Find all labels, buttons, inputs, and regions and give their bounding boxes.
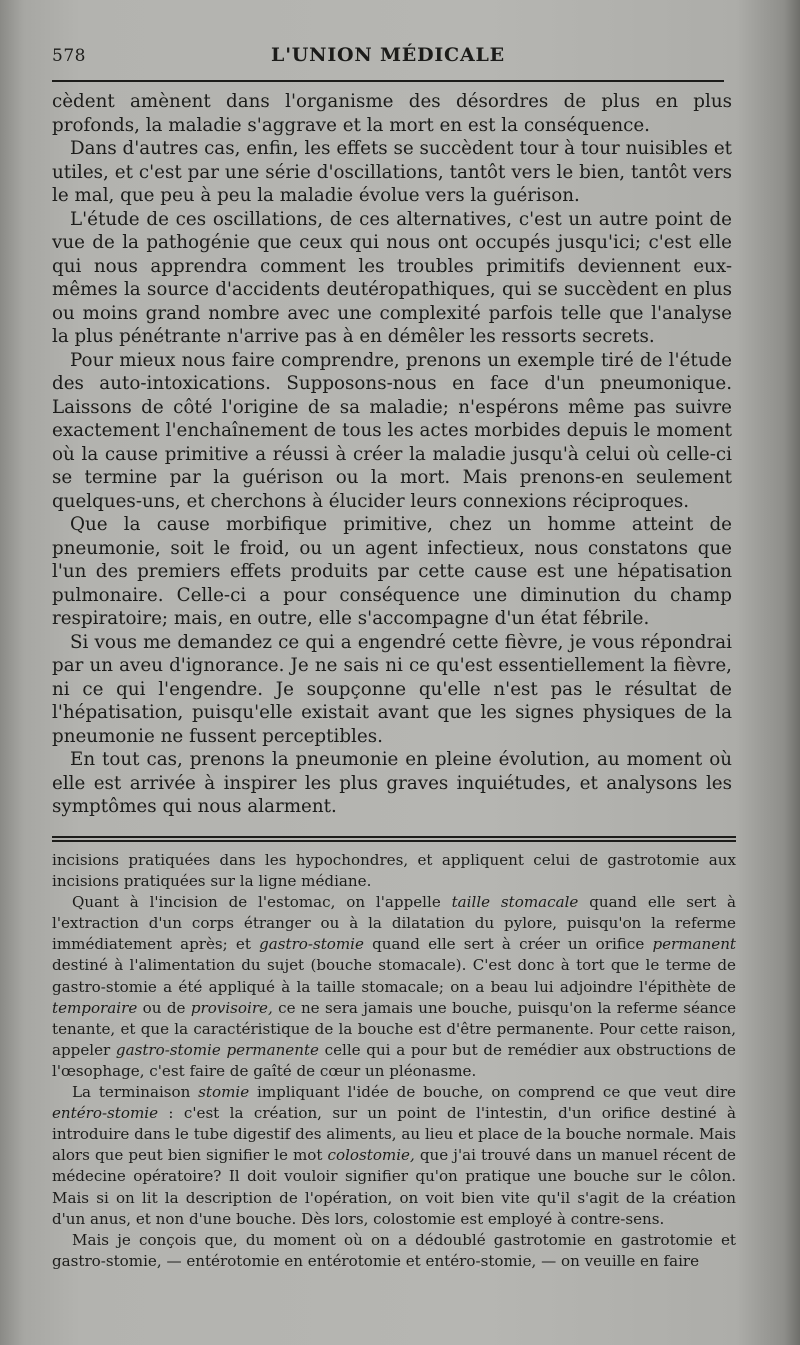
italic-term: entéro-stomie [52,1104,159,1123]
text-run: Quant à l'incision de l'estomac, on l'appelle [72,893,452,912]
feuilleton-text [52,850,736,1272]
running-title: L'UNION MÉDICALE [271,44,505,66]
italic-term: temporaire [52,998,138,1017]
main-text [52,90,732,819]
feuilleton-paragraph: incisions pratiquées dans les hypochondres, et appliquent celui de gastrotomie aux incisions pratiquées sur la ligne médiane. [52,851,736,891]
main-paragraph: Si vous me demandez ce qui a engendré cette fièvre, je vous répondrai par un aveu d'ignorance. Je ne sais ni ce qu'est essentiellement la fièvre, ni ce qui l'engendre. Je soupçonne qu'elle n'est pas le résultat de l'hépatisation, puisqu'elle existait avant que les signes physiques de la pneumonie ne fussent perceptibles. [52,631,732,747]
text-run: destiné à l'alimentation du sujet (bouche stomacale). C'est donc à tort que le terme de gastro-stomie a été appliqué à la taille stomacale; on a beau lui adjoindre l'épithète de [52,956,736,996]
italic-term: colostomie, [327,1146,415,1165]
main-paragraph: L'étude de ces oscillations, de ces alternatives, c'est un autre point de vue de la pathogénie que ceux qui nous ont occupés jusqu'ici; c'est elle qui nous apprendra comment les troubles primitifs deviennent eux-mêmes la source d'accidents deutéropathiques, qui se succèdent en plus ou moins grand nombre avec une complexité parfois telle que l'analyse la plus pénétrante n'arrive pas à en démêler les ressorts secrets. [52,208,732,347]
italic-term: taille stomacale [451,893,579,912]
text-run: celle qui a pour but de remédier aux obstructions de l'œsophage, c'est faire de gaîté de cœur un pléonasme. [52,1040,736,1080]
text-run: ou de [137,998,191,1017]
page-header [52,40,724,80]
italic-term: stomie [198,1083,250,1102]
main-paragraph: En tout cas, prenons la pneumonie en pleine évolution, au moment où elle est arrivée à inspirer les plus graves inquiétudes, et analysons les symptômes qui nous alarment. [52,749,732,817]
feuilleton-separator [52,836,736,842]
page-number: 578 [52,46,86,66]
text-run: impliquant l'idée de bouche, on comprend ce que veut dire [249,1083,736,1102]
text-run: La terminaison [72,1083,199,1102]
text-run: ce ne sera jamais une bouche, puisqu'on la referme séance tenante, et que la caractéristique de la bouche est d'être permanente. Pour cette raison, appeler [52,998,736,1059]
main-paragraph: Que la cause morbifique primitive, chez un homme atteint de pneumonie, soit le froid, ou un agent infectieux, nous constatons que l'un des premiers effets produits par cette cause est une hépatisation pulmonaire. Celle-ci a pour conséquence une diminution du champ respiratoire; mais, en outre, elle s'accompagne d'un état fébrile. [52,514,732,629]
italic-term: provisoire, [190,998,273,1017]
feuilleton-paragraph [52,892,736,1082]
feuilleton-paragraph [52,1082,736,1230]
main-paragraph: cèdent amènent dans l'organisme des désordres de plus en plus profonds, la maladie s'aggrave et la mort en est la conséquence. [52,91,732,136]
text-run: quand elle sert à créer un orifice [363,935,653,954]
feuilleton-paragraph: Mais je conçois que, du moment où on a dédoublé gastrotomie en gastrotomie et gastro-stomie, — entérotomie en entérotomie et entéro-stomie, — on veuille en faire [52,1230,736,1270]
text-run: que j'ai trouvé dans un manuel récent de médecine opératoire? Il doit vouloir signifier qu'on pratique une bouche sur le côlon. Mais si on lit la description de l'opération, on voit bien vite qu'il s'agit de la création d'un anus, et non d'une bouche. Dès lors, colostomie est employé à contre-sens. [52,1146,736,1228]
main-paragraph: Pour mieux nous faire comprendre, prenons un exemple tiré de l'étude des auto-intoxications. Supposons-nous en face d'un pneumonique. Laissons de côté l'origine de sa maladie; n'espérons même pas suivre exactement l'enchaînement de tous les actes morbides depuis le moment où la cause primitive a réussi à créer la maladie jusqu'à celui où celle-ci se termine par la guérison ou la mort. Mais prenons-en seulement quelques-uns, et cherchons à élucider leurs connexions réciproques. [52,349,732,512]
text-run: : c'est la création, sur un point de l'intestin, d'un orifice destiné à introduire dans le tube digestif des aliments, au lieu et place de la bouche normale. Mais alors que peut bien signifier le mot [52,1104,736,1165]
italic-term: permanent [652,935,736,954]
italic-term: gastro-stomie permanente [115,1040,319,1059]
text-run: quand elle sert à l'extraction d'un corps étranger ou à la dilatation du pylore, puisqu'on la referme immédiatement après; et [52,893,736,954]
main-paragraph: Dans d'autres cas, enfin, les effets se succèdent tour à tour nuisibles et utiles, et c'est par une série d'oscillations, tantôt vers le bien, tantôt vers le mal, que peu à peu la maladie évolue vers la guérison. [52,138,732,206]
header-rule [52,80,724,82]
italic-term: gastro-stomie [259,935,364,954]
